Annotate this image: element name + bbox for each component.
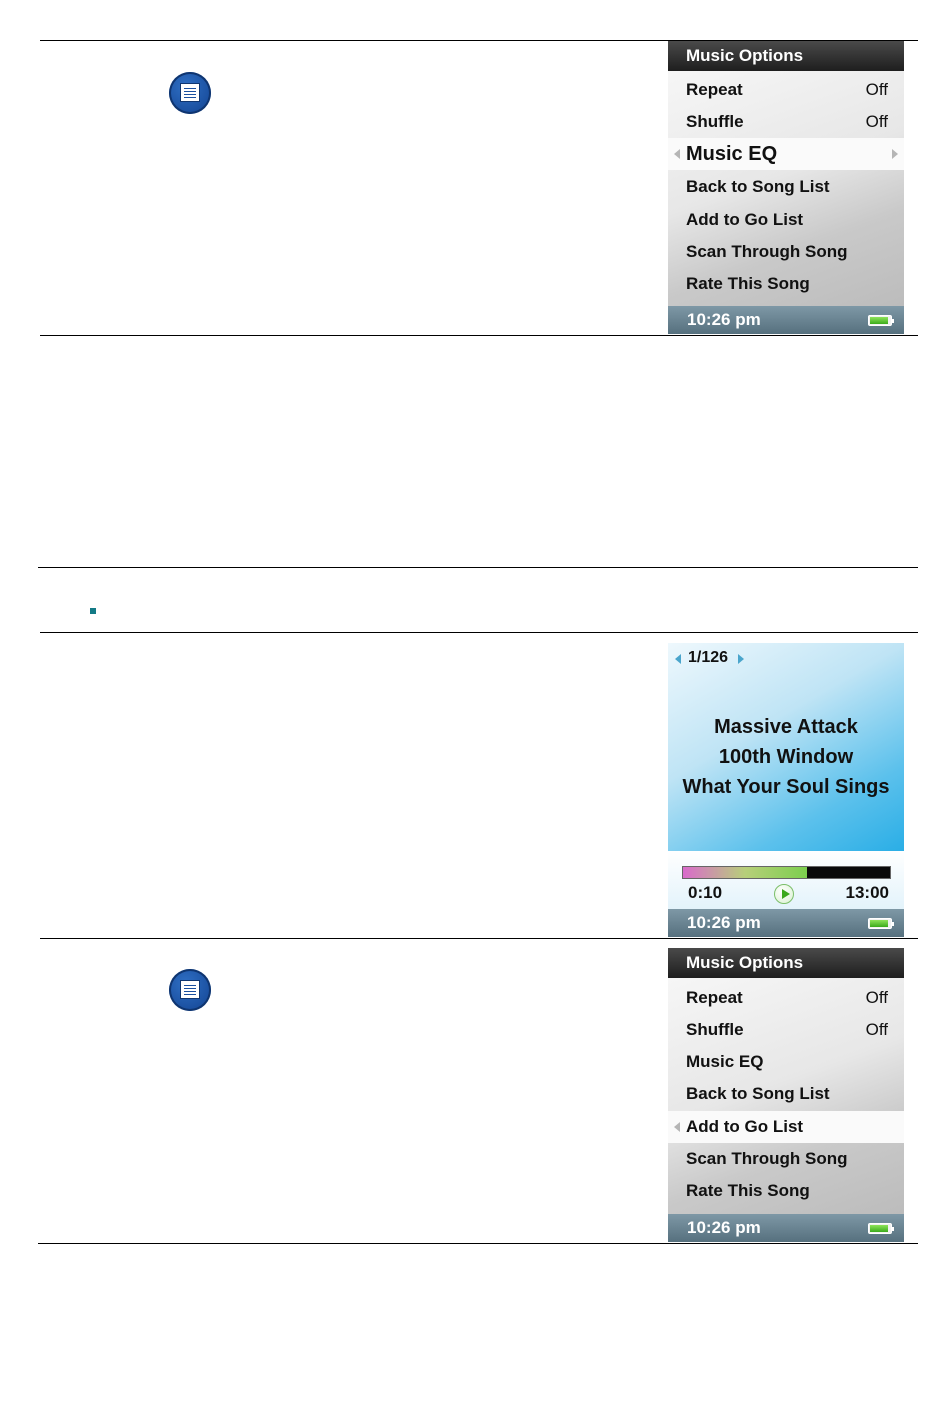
menu-item-label: Music EQ [686,1052,764,1071]
status-bar [668,1214,904,1242]
menu-item-label: Repeat [686,80,743,99]
menu-item-add-to-go-list[interactable] [668,204,904,236]
menu-item-label: Add to Go List [686,210,804,229]
menu-item-music-eq[interactable] [668,1046,904,1078]
progress-bar[interactable] [682,866,891,879]
play-icon [774,884,794,904]
right-arrow-icon [892,149,898,159]
menu-item-label: Rate This Song [686,274,810,293]
menu-item-scan-through-song[interactable] [668,1143,904,1175]
menu-item-rate-this-song[interactable] [668,1175,904,1207]
menu-item-back-to-song-list[interactable] [668,1078,904,1110]
menu-item-label: Shuffle [686,112,744,131]
menu-item-repeat[interactable] [668,74,904,106]
menu-item-repeat[interactable] [668,982,904,1014]
menu-item-music-eq[interactable] [668,138,904,170]
menu-item-value: Off [865,112,888,131]
divider-line [40,632,918,633]
elapsed-time: 0:10 [688,883,723,902]
menu-item-rate-this-song[interactable] [668,268,904,300]
divider-line [40,335,918,336]
track-info-panel [668,643,904,851]
clock-time: 10:26 pm [687,1218,761,1237]
battery-icon [868,918,892,929]
menu-item-label: Music EQ [686,143,778,165]
progress-fill [683,867,807,878]
menu-item-label: Scan Through Song [686,1149,848,1168]
menu-item-shuffle[interactable] [668,1014,904,1046]
screen-title: Music Options [668,948,904,978]
menu-list [668,71,904,306]
menu-item-shuffle[interactable] [668,106,904,138]
battery-icon [868,315,892,326]
menu-item-value: Off [865,1020,888,1039]
menu-item-scan-through-song[interactable] [668,236,904,268]
music-options-screen [668,41,904,334]
next-arrow-icon [738,654,744,664]
menu-item-value: Off [865,988,888,1007]
menu-item-label: Shuffle [686,1020,744,1039]
artist-name: Massive Attack [714,716,858,738]
divider-line [40,938,918,939]
menu-item-label: Back to Song List [686,1084,830,1103]
left-arrow-icon [674,149,680,159]
left-arrow-icon [674,1122,680,1132]
menu-item-label: Rate This Song [686,1181,810,1200]
clock-time: 10:26 pm [687,913,761,932]
menu-item-label: Scan Through Song [686,242,848,261]
track-counter: 1/126 [688,649,729,666]
now-playing-screen [668,643,904,937]
divider-line [38,1243,918,1244]
menu-button-icon [169,969,211,1011]
menu-item-label: Back to Song List [686,177,830,196]
music-options-screen [668,948,904,1242]
menu-button-icon [169,72,211,114]
album-name: 100th Window [718,746,854,768]
divider-line [38,567,918,568]
total-duration: 13:00 [845,883,889,902]
menu-item-value: Off [865,80,888,99]
song-title: What Your Soul Sings [682,776,890,798]
status-bar [668,306,904,334]
clock-time: 10:26 pm [687,310,761,329]
menu-item-back-to-song-list[interactable] [668,171,904,203]
status-bar [668,909,904,937]
menu-item-label: Add to Go List [686,1117,804,1136]
menu-item-add-to-go-list[interactable] [668,1111,904,1143]
playback-panel [668,851,904,909]
menu-item-label: Repeat [686,988,743,1007]
screen-title: Music Options [668,41,904,71]
bullet-marker [90,608,96,614]
battery-icon [868,1223,892,1234]
previous-arrow-icon [675,654,681,664]
menu-list [668,978,904,1214]
